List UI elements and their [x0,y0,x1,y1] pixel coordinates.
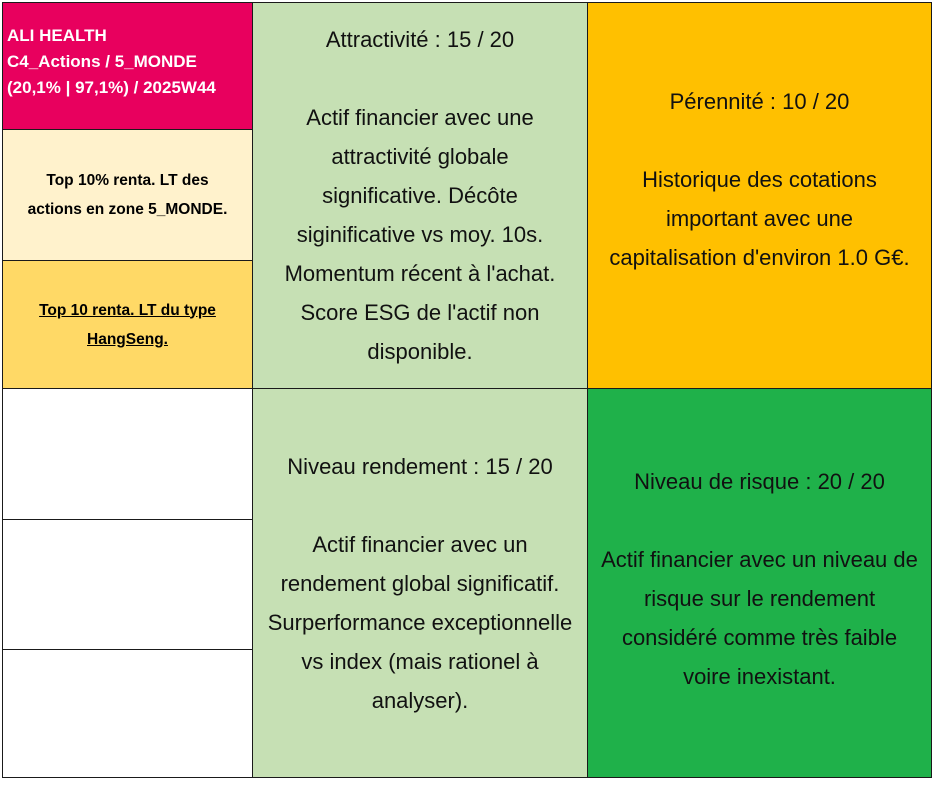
asset-stats: (20,1% | 97,1%) / 2025W44 [7,78,216,97]
attractivite-line: Actif financier avec une [306,105,534,130]
perennite-panel [587,2,932,389]
asset-header-cell [2,2,253,130]
risque-line: considéré comme très faible [621,625,898,650]
attractivite-line: significative. Décôte [322,183,518,208]
rendement-line: analyser). [371,687,469,713]
attractivite-line: attractivité globale [331,144,509,169]
top-zone-line-1: Top 10% renta. LT des [46,172,209,189]
risque-panel [587,388,932,778]
attractivite-panel [252,2,588,389]
risque-title: Niveau de risque : 20 / 20 [634,469,885,494]
rendement-line: rendement global significatif. [280,570,560,596]
rendement-line: Surperformance exceptionnelle [267,609,573,635]
asset-name: ALI HEALTH [7,26,107,45]
perennite-title: Pérennité : 10 / 20 [669,89,850,114]
perennite-line: capitalisation d'environ 1.0 G€. [609,245,910,270]
top-zone-line-2: actions en zone 5_MONDE. [27,201,228,218]
empty-cell-2 [2,519,253,650]
empty-cell-3 [2,649,253,778]
risque-line: risque sur le rendement [643,586,876,611]
asset-category: C4_Actions / 5_MONDE [7,52,197,71]
attractivite-line: Momentum récent à l'achat. [284,261,556,286]
attractivite-title: Attractivité : 15 / 20 [325,27,515,52]
rendement-line: Actif financier avec un [312,531,528,557]
top-type-line-2[interactable]: HangSeng. [87,330,168,348]
top-type-line-1[interactable]: Top 10 renta. LT du type [39,301,216,319]
perennite-line: important avec une [665,206,854,231]
risque-line: voire inexistant. [683,664,836,689]
rendement-line: vs index (mais rationel à [301,648,539,674]
empty-cell-1 [2,388,253,520]
rendement-title: Niveau rendement : 15 / 20 [287,453,553,479]
rendement-panel [252,388,588,778]
top-type-badge[interactable] [2,260,253,389]
attractivite-line: disponible. [367,339,473,364]
attractivite-line: siginificative vs moy. 10s. [296,222,544,247]
attractivite-line: Score ESG de l'actif non [300,300,540,325]
risque-line: Actif financier avec un niveau de [601,547,918,572]
top-zone-badge [2,129,253,261]
perennite-line: Historique des cotations [642,167,877,192]
